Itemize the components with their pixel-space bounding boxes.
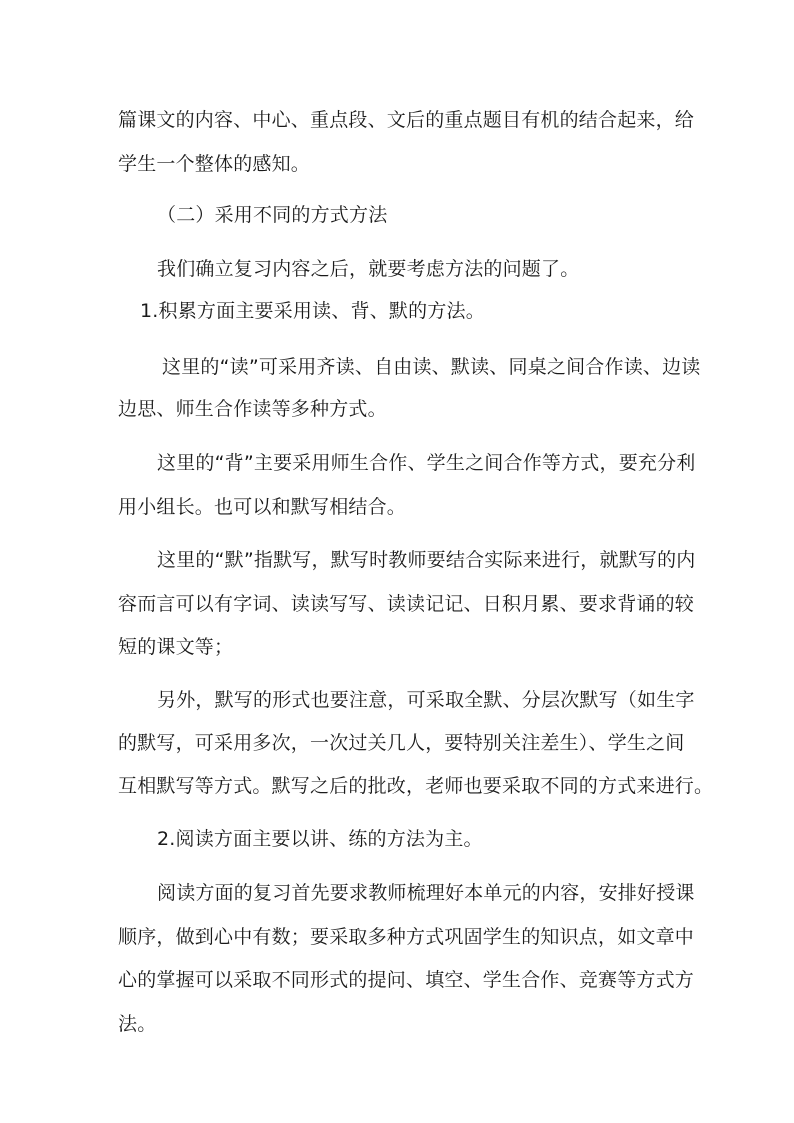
paragraph-line: 短的课文等；	[118, 636, 234, 658]
paragraph-line: 容而言可以有字词、读读写写、读读记记、日积月累、要求背诵的较	[118, 593, 695, 615]
paragraph-line: 顺序，做到心中有数；要采取多种方式巩固学生的知识点，如文章中	[118, 926, 695, 948]
paragraph-line: 这里的“背”主要采用师生合作、学生之间合作等方式，要充分利	[157, 452, 696, 474]
paragraph-line: 另外，默写的形式也要注意，可采取全默、分层次默写（如生字	[157, 689, 695, 711]
paragraph-line: 我们确立复习内容之后，就要考虑方法的问题了。	[157, 258, 580, 280]
paragraph-line: 学生一个整体的感知。	[118, 153, 311, 175]
paragraph-line: 法。	[118, 1013, 157, 1035]
paragraph-line: 用小组长。也可以和默写相结合。	[118, 496, 407, 518]
subheading-line: 2.阅读方面主要以讲、练的方法为主。	[157, 828, 483, 850]
paragraph-line: 这里的“默”指默写，默写时教师要结合实际来进行，就默写的内	[157, 549, 696, 571]
paragraph-line: 阅读方面的复习首先要求教师梳理好本单元的内容，安排好授课	[157, 882, 695, 904]
paragraph-line: 篇课文的内容、中心、重点段、文后的重点题目有机的结合起来，给	[118, 109, 695, 131]
paragraph-line: 的默写，可采用多次，一次过关几人，要特别关注差生）、学生之间	[118, 732, 685, 754]
paragraph-line: 互相默写等方式。默写之后的批改，老师也要采取不同的方式来进行。	[118, 775, 714, 797]
paragraph-line: 心的掌握可以采取不同形式的提问、填空、学生合作、竞赛等方式方	[118, 969, 695, 991]
section-heading: （二）采用不同的方式方法	[157, 204, 388, 226]
paragraph-line: 边思、师生合作读等多种方式。	[118, 398, 387, 420]
paragraph-line: 这里的“读”可采用齐读、自由读、默读、同桌之间合作读、边读	[162, 356, 701, 378]
subheading-line: 1.积累方面主要采用读、背、默的方法。	[140, 300, 485, 322]
